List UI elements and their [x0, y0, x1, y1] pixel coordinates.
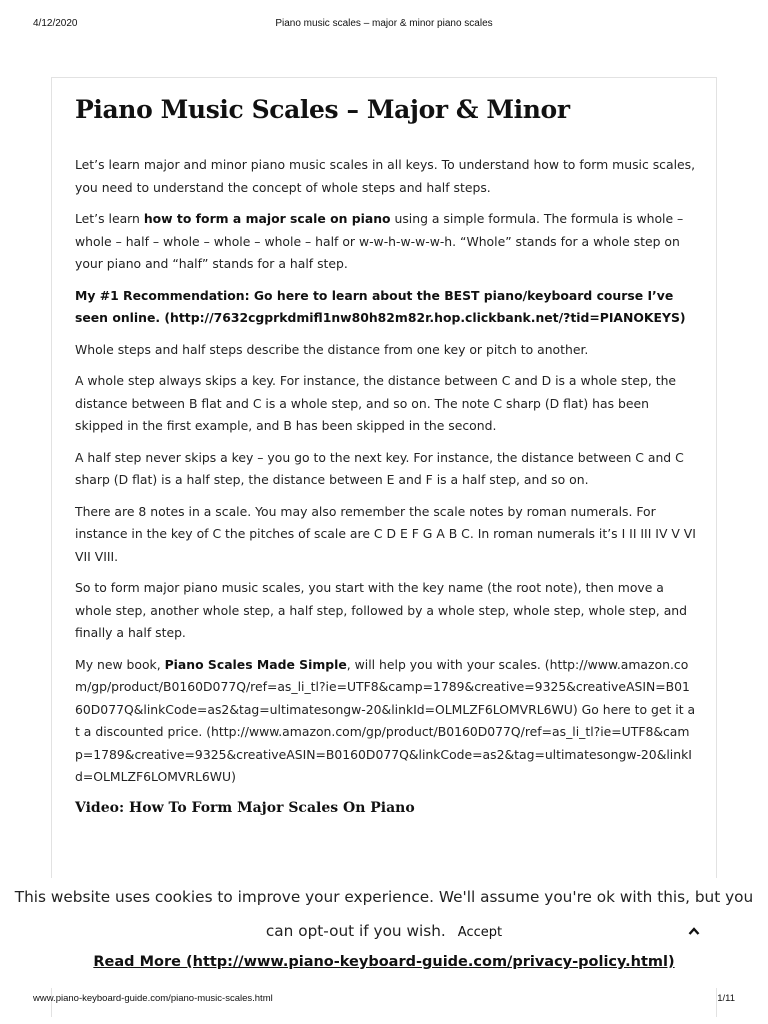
- print-page-title: Piano music scales – major & minor piano scales: [275, 18, 493, 29]
- book-text-end[interactable]: , will help you with your scales. (http://www.amazon.com/gp/product/B0160D077Q/ref=as_li_tl?ie=UTF8&camp=1789&creative=9325&creativeASIN=B0160D077Q&linkCode=as2&tag=ultimatesongw-20&linkId=OLMLZF6LOMVRL6WU) Go here to get it at a discounted price. (http://www.amazon.com/gp/product/B0160D077Q/ref=as_li_tl?ie=UTF8&camp=1789&creative=9325&creativeASIN=B0160D077Q&linkCode=as2&tag=ultimatesongw-20&linkId=OLMLZF6LOMVRL6WU): [75, 656, 696, 784]
- book-title-bold[interactable]: Piano Scales Made Simple: [164, 656, 347, 672]
- article-title: Piano Music Scales – Major & Minor: [75, 95, 570, 124]
- print-date: 4/12/2020: [33, 18, 78, 29]
- cookie-message-line1: This website uses cookies to improve your experience. We'll assume you're ok with this, but you: [14, 888, 754, 906]
- article-content: [75, 92, 697, 819]
- formula-text-end: using a simple formula. The formula is whole – whole – half – whole – whole – whole – half or w-w-h-w-w-w-h. “Whole” stands for a whole step on your piano and “half” stands for a half step.: [75, 211, 684, 271]
- chevron-up-icon[interactable]: [688, 924, 700, 940]
- half-step-paragraph: A half step never skips a key – you go to the next key. For instance, the distance between C and C sharp (D flat) is a half step, the distance between E and F is a half step, and so on.: [75, 449, 684, 487]
- intro-paragraph: Let’s learn major and minor piano music scales in all keys. To understand how to form music scales, you need to understand the concept of whole steps and half steps.: [75, 157, 696, 195]
- whole-step-paragraph: A whole step always skips a key. For instance, the distance between C and D is a whole step, the distance between B flat and C is a whole step, and so on. The note C sharp (D flat) has been skipped in the first example, and B has been skipped in the second.: [75, 373, 677, 433]
- cookie-message-line2: [0, 912, 768, 952]
- video-heading: Video: How To Form Major Scales On Piano: [75, 799, 415, 816]
- cookie-opt-out-text: can opt-out if you wish.: [265, 922, 446, 940]
- formula-text-start: Let’s learn: [75, 211, 144, 226]
- cookie-banner: [0, 878, 768, 988]
- print-footer: [33, 993, 735, 1007]
- print-header: [33, 18, 735, 32]
- recommendation-link[interactable]: My #1 Recommendation: Go here to learn about the BEST piano/keyboard course I’ve seen online. (http://7632cgprkdmifl1nw80h82m82r.hop.clickbank.net/?tid=PIANOKEYS): [75, 287, 686, 325]
- book-text-start: My new book,: [75, 656, 165, 672]
- scale-notes-paragraph: There are 8 notes in a scale. You may also remember the scale notes by roman numerals. For instance in the key of C the pitches of scale are C D E F G A B C. In roman numerals it’s I II III IV V VI VII VIII.: [75, 503, 696, 564]
- read-more-link[interactable]: Read More (http://www.piano-keyboard-guide.com/privacy-policy.html): [93, 954, 675, 970]
- formula-bold-text: how to form a major scale on piano: [143, 211, 391, 226]
- book-paragraph: [75, 654, 697, 789]
- formula-paragraph: [75, 208, 697, 276]
- steps-paragraph: Whole steps and half steps describe the distance from one key or pitch to another.: [75, 341, 589, 357]
- accept-button[interactable]: Accept: [457, 925, 503, 940]
- page-number: 1/11: [717, 993, 735, 1004]
- print-url: www.piano-keyboard-guide.com/piano-music-scales.html: [33, 993, 273, 1004]
- major-scale-paragraph: So to form major piano music scales, you start with the key name (the root note), then move a whole step, another whole step, a half step, followed by a whole step, whole step, whole step, and finally a half step.: [75, 580, 687, 640]
